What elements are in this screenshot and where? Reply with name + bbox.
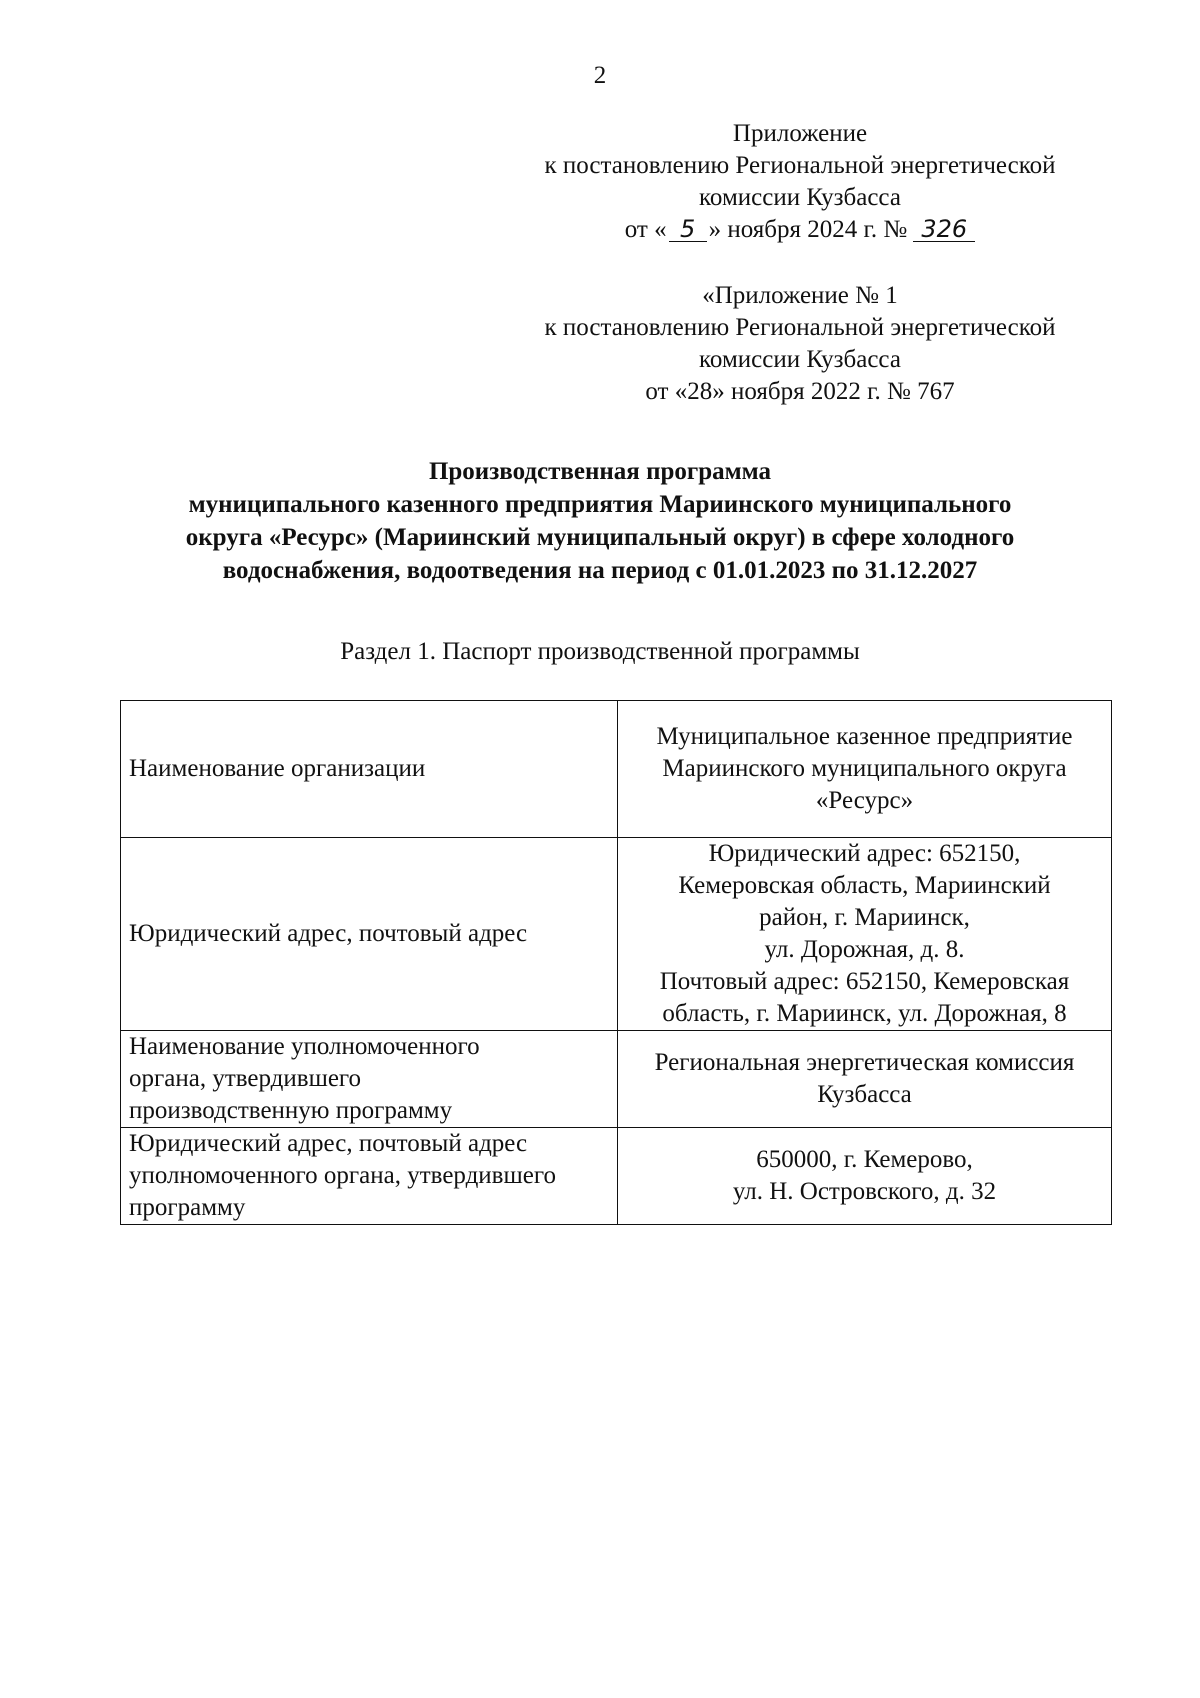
row-value: [618, 838, 1112, 1031]
program-title-line-4: водоснабжения, водоотведения на период с 01.01.2023 по 31.12.2027: [222, 557, 978, 584]
row-value: [618, 1128, 1112, 1225]
value-line: ул. Н. Островского, д. 32: [732, 1178, 997, 1205]
value-line: область, г. Мариинск, ул. Дорожная, 8: [662, 1000, 1067, 1027]
value-line: ул. Дорожная, д. 8.: [764, 936, 965, 963]
date-middle: » ноября 2024 г. №: [708, 216, 908, 243]
table-row: [121, 838, 1112, 1031]
appendix-title: Приложение: [732, 120, 868, 147]
original-appendix-title: «Приложение № 1: [702, 282, 898, 309]
row-label: [121, 701, 618, 838]
table-row: [121, 1031, 1112, 1128]
handwritten-day: 5: [669, 217, 707, 242]
program-title-line-2: муниципального казенного предприятия Мариинского муниципального: [188, 491, 1012, 518]
label-line: уполномоченного органа, утвердившего: [129, 1162, 556, 1189]
label-line: производственную программу: [129, 1097, 453, 1124]
appendix-original-header: [470, 280, 1130, 408]
label-line: Юридический адрес, почтовый адрес: [129, 1130, 528, 1157]
original-commission-line: комиссии Кузбасса: [699, 346, 901, 373]
row-label: [121, 1031, 618, 1128]
appendix-commission-line: комиссии Кузбасса: [699, 184, 901, 211]
value-line: 650000, г. Кемерово,: [756, 1146, 973, 1173]
value-line: Юридический адрес: 652150,: [708, 840, 1021, 867]
value-line: Мариинского муниципального округа: [662, 755, 1067, 782]
program-title-line-1: Производственная программа: [428, 458, 772, 485]
section-title: Раздел 1. Паспорт производственной программы: [340, 638, 860, 665]
label-line: органа, утвердившего: [129, 1065, 362, 1092]
value-line: Кузбасса: [817, 1081, 912, 1108]
row-value: [618, 701, 1112, 838]
table-row: [121, 701, 1112, 838]
value-line: Почтовый адрес: 652150, Кемеровская: [659, 968, 1070, 995]
value-line: Муниципальное казенное предприятие: [656, 723, 1073, 750]
label-line: программу: [129, 1194, 246, 1221]
value-line: район, г. Мариинск,: [759, 904, 970, 931]
date-prefix: от «: [624, 216, 667, 243]
original-resolution-line: к постановлению Региональной энергетической: [544, 314, 1056, 341]
appendix-date-line: [470, 214, 1130, 246]
program-title-line-3: округа «Ресурс» (Мариинский муниципальный округ) в сфере холодного: [185, 524, 1015, 551]
label-line: Наименование организации: [129, 755, 426, 782]
program-title: [60, 455, 1140, 587]
row-label: [121, 838, 618, 1031]
row-value: [618, 1031, 1112, 1128]
appendix-current-header: [470, 118, 1130, 246]
passport-table: [120, 700, 1112, 1225]
original-date-line: от «28» ноября 2022 г. № 767: [645, 378, 955, 405]
row-label: [121, 1128, 618, 1225]
value-line: «Ресурс»: [815, 787, 914, 814]
value-line: Кемеровская область, Мариинский: [678, 872, 1051, 899]
table-row: [121, 1128, 1112, 1225]
page-number: 2: [593, 62, 607, 89]
handwritten-number: 326: [913, 217, 975, 242]
value-line: Региональная энергетическая комиссия: [654, 1049, 1075, 1076]
label-line: Наименование уполномоченного: [129, 1033, 480, 1060]
label-line: Юридический адрес, почтовый адрес: [129, 920, 528, 947]
appendix-resolution-line: к постановлению Региональной энергетической: [544, 152, 1056, 179]
